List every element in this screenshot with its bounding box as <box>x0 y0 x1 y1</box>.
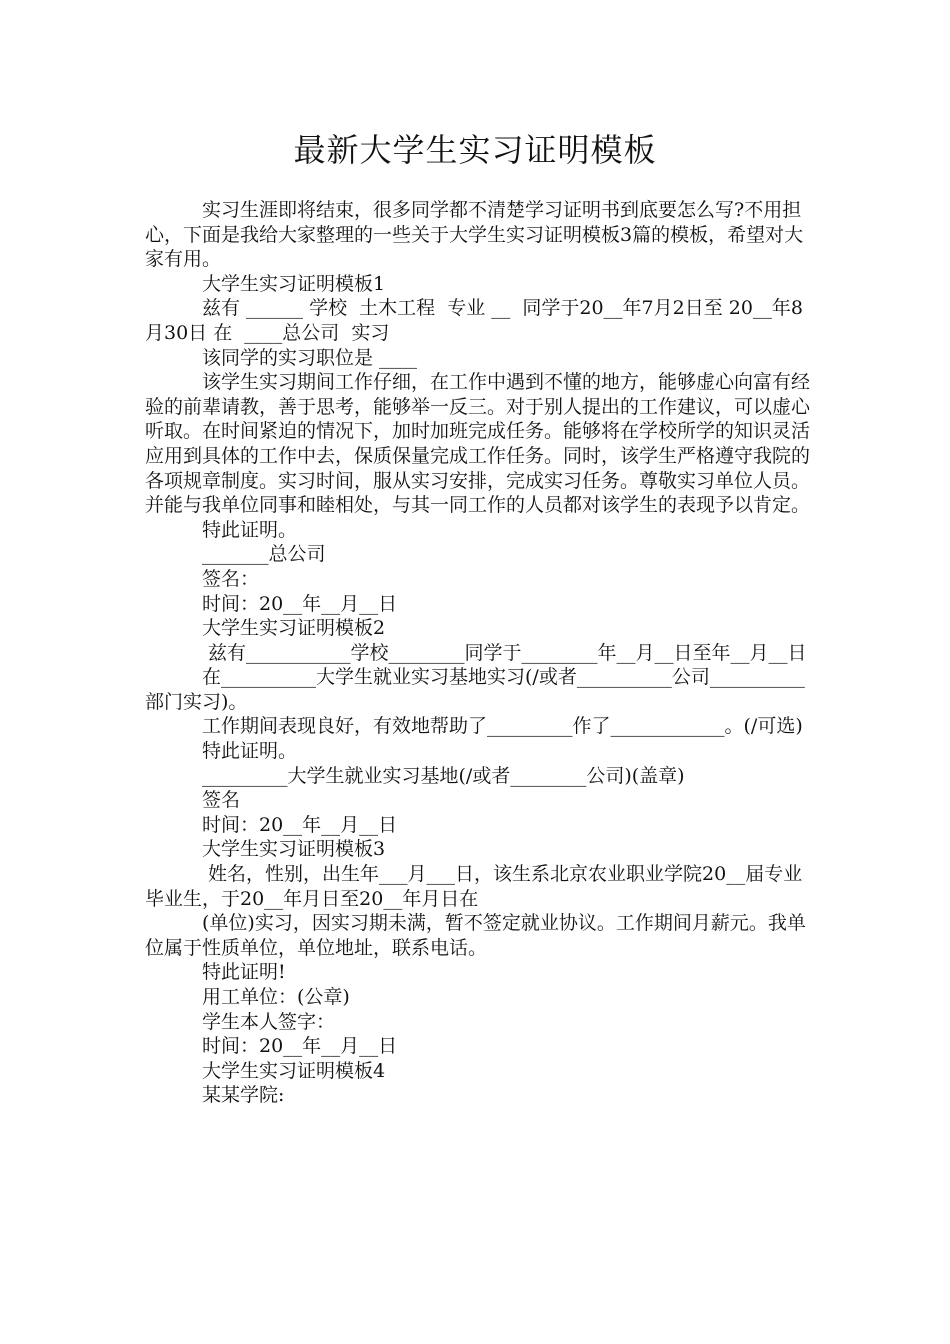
paragraph: 工作期间表现良好，有效地帮助了_________作了____________。(/可选) <box>202 715 803 738</box>
paragraph: 大学生实习证明模板2 <box>202 617 386 640</box>
paragraph: 时间：20__年__月__日 <box>202 813 398 836</box>
paragraph: 签名 <box>202 789 241 812</box>
paragraph: 实习生涯即将结束，很多同学都不清楚学习证明书到底要怎么写?不用担心，下面是我给大家整理的一些关于大学生实习证明模板3篇的模板，希望对大家有用。 <box>145 199 804 271</box>
paragraph: 特此证明。 <box>202 518 298 541</box>
paragraph: 特此证明。 <box>202 740 298 763</box>
paragraph: 大学生实习证明模板3 <box>202 838 386 861</box>
paragraph: 在__________大学生就业实习基地实习(/或者__________公司__________部门实习)。 <box>145 666 805 713</box>
paragraph: 大学生实习证明模板1 <box>202 272 386 295</box>
paragraph: 该同学的实习职位是 ____ <box>202 346 418 369</box>
paragraph: _________大学生就业实习基地(/或者________公司)(盖章) <box>202 764 685 787</box>
paragraph: 学生本人签字： <box>202 1010 336 1033</box>
paragraph: _______总公司 <box>202 543 326 566</box>
paragraph: 大学生实习证明模板4 <box>202 1059 386 1082</box>
paragraph: 时间：20__年__月__日 <box>202 1035 398 1058</box>
paragraph: 特此证明! <box>202 961 286 984</box>
paragraph: 姓名，性别，出生年___月___日，该生系北京农业职业学院20__届专业毕业生，于20__年月日至20__年月日在 <box>145 863 803 910</box>
document-body <box>145 198 810 1108</box>
paragraph: 时间：20__年__月__日 <box>202 592 398 615</box>
paragraph: 兹有___________学校________同学于________年__月__日至年__月__日 <box>202 641 807 664</box>
paragraph: 某某学院: <box>202 1084 285 1107</box>
paragraph: 用工单位：(公章) <box>202 986 350 1008</box>
paragraph: 兹有 ______ 学校 土木工程 专业 __ 同学于20__年7月2日至 20__年8月30日 在 ____总公司 实习 <box>145 297 804 344</box>
document-title: 最新大学生实习证明模板 <box>293 131 657 169</box>
paragraph: 该学生实习期间工作仔细，在工作中遇到不懂的地方，能够虚心向富有经验的前辈请教，善于思考，能够举一反三。对于别人提出的工作建议，可以虚心听取。在时间紧迫的情况下，加时加班完成任务。能够将在学校所学的知识灵活应用到具体的工作中去，保质保量完成工作任务。同时，该学生严格遵守我院的各项规章制度。实习时间，服从实习安排，完成实习任务。尊敬实习单位人员。并能与我单位同事和睦相处，与其一同工作的人员都对该学生的表现予以肯定。 <box>145 371 811 517</box>
paragraph: (单位)实习，因实习期未满，暂不签定就业协议。工作期间月薪元。我单位属于性质单位，单位地址，联系电话。 <box>145 912 806 959</box>
paragraph: 签名： <box>202 567 260 590</box>
